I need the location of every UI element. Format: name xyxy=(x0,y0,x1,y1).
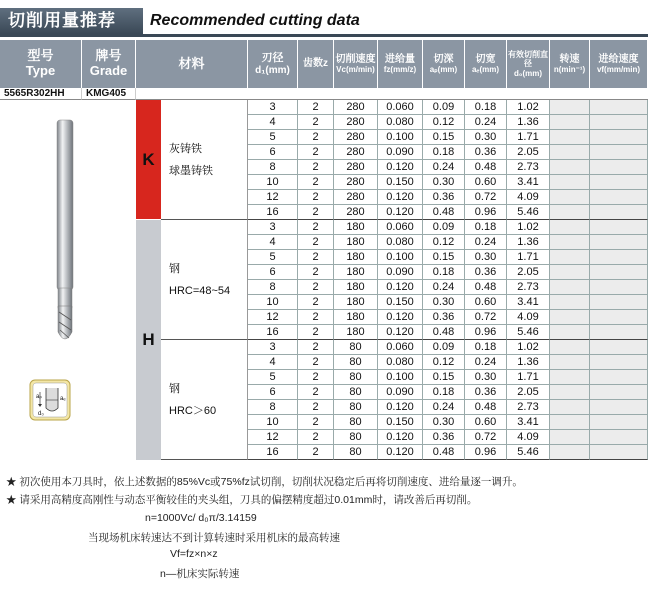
table-cell: 0.18 xyxy=(423,385,465,400)
table-cell: 8 xyxy=(248,160,298,175)
title-underline xyxy=(0,34,648,37)
table-cell: 0.36 xyxy=(423,430,465,445)
formula-n: n=1000Vc/ d₀π/3.14159 xyxy=(145,512,257,524)
table-cell: 0.09 xyxy=(423,340,465,355)
ae-label: aₑ xyxy=(60,396,66,402)
table-cell: 0.24 xyxy=(423,280,465,295)
table-cell: 2 xyxy=(298,160,334,175)
ap-label: aₚ xyxy=(36,394,42,400)
table-cell xyxy=(550,175,590,190)
material-h1 xyxy=(161,220,248,340)
table-cell xyxy=(590,160,648,175)
table-cell xyxy=(590,220,648,235)
table-cell xyxy=(550,340,590,355)
table-cell: 0.120 xyxy=(378,445,423,460)
table-cell xyxy=(550,100,590,115)
table-cell xyxy=(550,145,590,160)
table-cell: 6 xyxy=(248,265,298,280)
table-cell: 280 xyxy=(334,145,378,160)
table-cell: 0.120 xyxy=(378,400,423,415)
header-ae-unit: aₑ(mm) xyxy=(471,65,499,75)
table-cell: 2 xyxy=(298,190,334,205)
table-cell: 2 xyxy=(298,220,334,235)
header-deff-cn: 有效切削直径 xyxy=(508,50,548,69)
table-cell xyxy=(550,265,590,280)
table-cell xyxy=(590,400,648,415)
table-cell xyxy=(590,355,648,370)
table-cell: 4.09 xyxy=(507,430,550,445)
table-cell: 0.18 xyxy=(465,340,507,355)
table-cell xyxy=(550,355,590,370)
header-fz-unit: fz(mm/z) xyxy=(383,65,417,75)
table-cell: 2 xyxy=(298,235,334,250)
table-cell: 280 xyxy=(334,190,378,205)
table-cell: 0.24 xyxy=(465,235,507,250)
header-vc-unit: Vc(m/min) xyxy=(336,65,375,75)
table-cell: 280 xyxy=(334,160,378,175)
table-cell: 1.02 xyxy=(507,220,550,235)
table-cell xyxy=(590,265,648,280)
table-cell: 0.120 xyxy=(378,280,423,295)
table-cell: 2 xyxy=(298,310,334,325)
table-cell: 80 xyxy=(334,385,378,400)
table-cell: 0.30 xyxy=(423,415,465,430)
header-fz xyxy=(378,40,423,88)
header-vf-unit: vf(mm/min) xyxy=(596,65,641,75)
table-cell xyxy=(590,325,648,340)
table-cell xyxy=(590,280,648,295)
header-grade xyxy=(82,40,136,88)
material-grey-cast-iron: 灰铸铁 xyxy=(169,142,202,155)
table-cell: 0.12 xyxy=(423,115,465,130)
table-cell: 4.09 xyxy=(507,190,550,205)
table-cell xyxy=(590,340,648,355)
table-cell: 0.120 xyxy=(378,160,423,175)
table-cell: 0.120 xyxy=(378,205,423,220)
model-code: 5565R302HH xyxy=(0,88,82,100)
table-cell: 280 xyxy=(334,115,378,130)
header-type-cn: 型号 xyxy=(27,48,54,64)
table-cell: 2 xyxy=(298,400,334,415)
table-cell: 3.41 xyxy=(507,295,550,310)
table-cell xyxy=(550,235,590,250)
table-cell: 80 xyxy=(334,430,378,445)
header-d1-unit: d₁(mm) xyxy=(255,64,290,76)
table-cell xyxy=(550,160,590,175)
table-cell: 0.100 xyxy=(378,130,423,145)
table-cell: 0.120 xyxy=(378,430,423,445)
header-vf-cn: 进给速度 xyxy=(598,53,639,65)
table-cell: 0.060 xyxy=(378,100,423,115)
material-steel-2: 钢 xyxy=(169,382,180,395)
table-cell: 2 xyxy=(298,280,334,295)
table-cell: 2 xyxy=(298,205,334,220)
table-cell xyxy=(590,370,648,385)
table-cell xyxy=(550,280,590,295)
header-deff xyxy=(507,40,550,88)
header-ap-unit: aₚ(mm) xyxy=(429,65,458,75)
table-cell xyxy=(550,220,590,235)
table-cell: 0.09 xyxy=(423,220,465,235)
material-h2 xyxy=(161,340,248,460)
table-cell: 0.080 xyxy=(378,235,423,250)
table-cell xyxy=(590,115,648,130)
table-cell: 0.150 xyxy=(378,175,423,190)
table-cell: 0.15 xyxy=(423,370,465,385)
table-cell xyxy=(550,250,590,265)
table-cell: 0.15 xyxy=(423,250,465,265)
table-cell: 0.60 xyxy=(465,175,507,190)
table-cell: 0.96 xyxy=(465,325,507,340)
table-cell: 1.71 xyxy=(507,370,550,385)
deff-label: d₀ xyxy=(38,411,44,417)
table-cell: 3 xyxy=(248,340,298,355)
table-cell xyxy=(550,385,590,400)
ball-end-mill-icon xyxy=(0,100,136,460)
table-cell: 8 xyxy=(248,400,298,415)
table-cell: 16 xyxy=(248,325,298,340)
table-cell: 280 xyxy=(334,205,378,220)
table-cell: 10 xyxy=(248,175,298,190)
table-cell: 0.12 xyxy=(423,355,465,370)
table-cell: 2.05 xyxy=(507,265,550,280)
table-cell: 6 xyxy=(248,385,298,400)
table-cell: 2 xyxy=(298,175,334,190)
table-cell: 0.30 xyxy=(423,175,465,190)
table-cell xyxy=(550,190,590,205)
table-cell: 0.48 xyxy=(465,280,507,295)
header-z-label: 齿数z xyxy=(303,58,328,70)
title-en: Recommended cutting data xyxy=(150,12,360,29)
table-cell: 0.15 xyxy=(423,130,465,145)
header-d1 xyxy=(248,40,298,88)
table-cell xyxy=(550,430,590,445)
table-cell: 1.71 xyxy=(507,250,550,265)
table-cell: 1.36 xyxy=(507,115,550,130)
table-cell: 2 xyxy=(298,355,334,370)
table-cell: 0.60 xyxy=(465,295,507,310)
table-cell: 2 xyxy=(298,325,334,340)
note-2: ★ 请采用高精度高刚性与动态平衡较佳的夹头组，刀具的偏摆精度超过0.01mm时，请改善后再切削。 xyxy=(6,494,478,506)
header-type xyxy=(0,40,82,88)
table-cell: 3 xyxy=(248,100,298,115)
table-cell: 2 xyxy=(298,445,334,460)
header-deff-unit: d₀(mm) xyxy=(513,68,543,78)
table-cell xyxy=(550,415,590,430)
table-cell: 2.73 xyxy=(507,280,550,295)
table-cell xyxy=(590,295,648,310)
table-cell xyxy=(590,385,648,400)
table-cell: 1.02 xyxy=(507,340,550,355)
table-cell: 180 xyxy=(334,250,378,265)
table-cell xyxy=(550,130,590,145)
header-n xyxy=(550,40,590,88)
table-cell: 10 xyxy=(248,295,298,310)
table-cell: 80 xyxy=(334,445,378,460)
table-cell: 0.24 xyxy=(465,355,507,370)
table-cell: 0.72 xyxy=(465,430,507,445)
table-cell: 80 xyxy=(334,370,378,385)
table-cell: 0.090 xyxy=(378,145,423,160)
table-cell: 0.150 xyxy=(378,295,423,310)
table-cell: 0.100 xyxy=(378,250,423,265)
material-hrc-48-54: HRC=48~54 xyxy=(169,284,231,297)
header-material xyxy=(136,40,248,88)
table-cell: 0.24 xyxy=(423,400,465,415)
table-cell: 0.48 xyxy=(423,325,465,340)
table-cell: 2 xyxy=(298,265,334,280)
table-cell: 5.46 xyxy=(507,205,550,220)
table-cell: 1.36 xyxy=(507,355,550,370)
table-cell: 0.96 xyxy=(465,205,507,220)
table-cell xyxy=(590,145,648,160)
header-grade-en: Grade xyxy=(89,63,128,78)
table-cell: 80 xyxy=(334,400,378,415)
material-steel-1: 钢 xyxy=(169,262,180,275)
table-cell xyxy=(590,130,648,145)
table-cell: 0.18 xyxy=(423,265,465,280)
header-ap-cn: 切深 xyxy=(433,53,454,65)
table-cell: 2.73 xyxy=(507,400,550,415)
tool-illustration xyxy=(0,100,136,460)
formula-n-actual: n—机床实际转速 xyxy=(160,568,240,580)
table-cell: 0.09 xyxy=(423,100,465,115)
table-cell: 3.41 xyxy=(507,175,550,190)
header-fz-cn: 进给量 xyxy=(385,53,415,65)
table-cell: 5.46 xyxy=(507,325,550,340)
table-cell: 16 xyxy=(248,205,298,220)
table-cell: 0.30 xyxy=(465,250,507,265)
table-cell: 0.120 xyxy=(378,310,423,325)
table-cell: 3 xyxy=(248,220,298,235)
table-cell: 0.100 xyxy=(378,370,423,385)
table-cell xyxy=(550,310,590,325)
table-cell: 0.72 xyxy=(465,310,507,325)
material-ductile-iron: 球墨铸铁 xyxy=(169,164,213,177)
table-cell: 5 xyxy=(248,130,298,145)
table-cell: 0.090 xyxy=(378,265,423,280)
table-cell xyxy=(590,250,648,265)
table-cell: 0.18 xyxy=(423,145,465,160)
table-cell xyxy=(590,100,648,115)
table-cell: 0.30 xyxy=(423,295,465,310)
table-cell xyxy=(590,235,648,250)
table-cell: 0.150 xyxy=(378,415,423,430)
table-cell: 0.60 xyxy=(465,415,507,430)
table-cell: 0.36 xyxy=(423,190,465,205)
table-cell: 280 xyxy=(334,100,378,115)
table-cell: 0.18 xyxy=(465,220,507,235)
table-cell: 0.96 xyxy=(465,445,507,460)
table-cell: 0.12 xyxy=(423,235,465,250)
table-cell xyxy=(590,310,648,325)
table-cell xyxy=(590,205,648,220)
table-cell: 3.41 xyxy=(507,415,550,430)
table-cell: 2 xyxy=(298,115,334,130)
header-material-label: 材料 xyxy=(178,55,205,71)
table-cell: 180 xyxy=(334,325,378,340)
table-cell: 0.120 xyxy=(378,190,423,205)
table-cell: 2 xyxy=(298,385,334,400)
table-cell: 2 xyxy=(298,370,334,385)
table-cell: 0.080 xyxy=(378,115,423,130)
table-cell: 0.36 xyxy=(465,265,507,280)
group-h-badge: H xyxy=(136,220,161,460)
table-cell: 0.48 xyxy=(423,205,465,220)
table-cell: 80 xyxy=(334,340,378,355)
table-cell: 0.30 xyxy=(465,370,507,385)
note-1: ★ 初次使用本刀具时，依上述数据的85%Vc或75%fz试切削，切削状况稳定后再将切削速度、进给量逐一调升。 xyxy=(6,476,523,488)
table-cell: 80 xyxy=(334,415,378,430)
table-cell: 2 xyxy=(298,415,334,430)
table-cell: 180 xyxy=(334,280,378,295)
grade-code: KMG405 xyxy=(82,88,136,100)
header-n-unit: n(min⁻¹) xyxy=(553,65,586,75)
title-cn: 切削用量推荐 xyxy=(0,8,143,34)
table-cell: 2 xyxy=(298,430,334,445)
title-bar xyxy=(0,0,648,40)
header-ae xyxy=(465,40,507,88)
table-cell: 2 xyxy=(298,250,334,265)
table-cell: 0.060 xyxy=(378,340,423,355)
table-cell: 4.09 xyxy=(507,310,550,325)
table-cell: 2.05 xyxy=(507,145,550,160)
table-cell: 4 xyxy=(248,355,298,370)
table-cell: 0.48 xyxy=(465,160,507,175)
table-cell: 16 xyxy=(248,445,298,460)
table-cell: 0.36 xyxy=(465,385,507,400)
header-ap xyxy=(423,40,465,88)
cutting-data-table xyxy=(0,40,648,460)
header-vf xyxy=(590,40,648,88)
table-cell: 5 xyxy=(248,370,298,385)
header-z xyxy=(298,40,334,88)
formula-vf: Vf=fz×n×z xyxy=(170,548,218,560)
table-cell: 12 xyxy=(248,310,298,325)
table-cell: 0.090 xyxy=(378,385,423,400)
table-cell xyxy=(550,115,590,130)
table-cell xyxy=(590,175,648,190)
table-cell xyxy=(590,190,648,205)
table-cell: 8 xyxy=(248,280,298,295)
table-cell: 180 xyxy=(334,235,378,250)
table-cell xyxy=(550,295,590,310)
header-ae-cn: 切宽 xyxy=(475,53,496,65)
table-cell: 2 xyxy=(298,145,334,160)
header-type-en: Type xyxy=(25,63,56,78)
header-n-cn: 转速 xyxy=(559,53,580,65)
table-cell: 2 xyxy=(298,295,334,310)
table-cell: 2 xyxy=(298,130,334,145)
table-cell: 180 xyxy=(334,310,378,325)
table-cell: 0.120 xyxy=(378,325,423,340)
table-cell: 4 xyxy=(248,115,298,130)
table-cell: 1.36 xyxy=(507,235,550,250)
table-cell xyxy=(550,205,590,220)
table-cell: 280 xyxy=(334,175,378,190)
table-cell: 0.060 xyxy=(378,220,423,235)
table-cell: 0.48 xyxy=(423,445,465,460)
formula-desc: 当现场机床转速达不到计算转速时采用机床的最高转速 xyxy=(88,532,340,544)
header-vc-cn: 切削速度 xyxy=(335,53,376,65)
table-cell: 0.36 xyxy=(423,310,465,325)
table-cell: 12 xyxy=(248,190,298,205)
table-cell xyxy=(550,445,590,460)
table-cell: 10 xyxy=(248,415,298,430)
table-cell: 0.080 xyxy=(378,355,423,370)
table-cell: 2 xyxy=(298,100,334,115)
header-vc xyxy=(334,40,378,88)
table-cell xyxy=(590,445,648,460)
header-d1-cn: 刃径 xyxy=(261,51,284,64)
table-cell: 0.24 xyxy=(423,160,465,175)
table-cell: 0.36 xyxy=(465,145,507,160)
material-hrc-60: HRC＞60 xyxy=(169,404,217,417)
table-cell: 2.05 xyxy=(507,385,550,400)
table-cell: 180 xyxy=(334,220,378,235)
header-grade-cn: 牌号 xyxy=(95,48,122,64)
table-cell: 2.73 xyxy=(507,160,550,175)
table-cell: 1.02 xyxy=(507,100,550,115)
table-cell: 6 xyxy=(248,145,298,160)
table-cell: 5 xyxy=(248,250,298,265)
table-cell: 80 xyxy=(334,355,378,370)
table-cell: 0.72 xyxy=(465,190,507,205)
table-cell: 0.18 xyxy=(465,100,507,115)
table-cell: 0.30 xyxy=(465,130,507,145)
table-cell: 0.24 xyxy=(465,115,507,130)
table-cell: 180 xyxy=(334,295,378,310)
table-cell: 5.46 xyxy=(507,445,550,460)
table-cell xyxy=(550,400,590,415)
table-cell xyxy=(590,415,648,430)
table-cell: 280 xyxy=(334,130,378,145)
model-row-spacer xyxy=(136,88,648,100)
table-cell: 0.48 xyxy=(465,400,507,415)
table-cell: 4 xyxy=(248,235,298,250)
table-cell xyxy=(590,430,648,445)
table-cell: 12 xyxy=(248,430,298,445)
table-cell xyxy=(550,325,590,340)
table-cell: 2 xyxy=(298,340,334,355)
table-cell: 180 xyxy=(334,265,378,280)
material-k xyxy=(161,100,248,220)
table-cell xyxy=(550,370,590,385)
table-cell: 1.71 xyxy=(507,130,550,145)
group-k-badge: K xyxy=(136,100,161,220)
